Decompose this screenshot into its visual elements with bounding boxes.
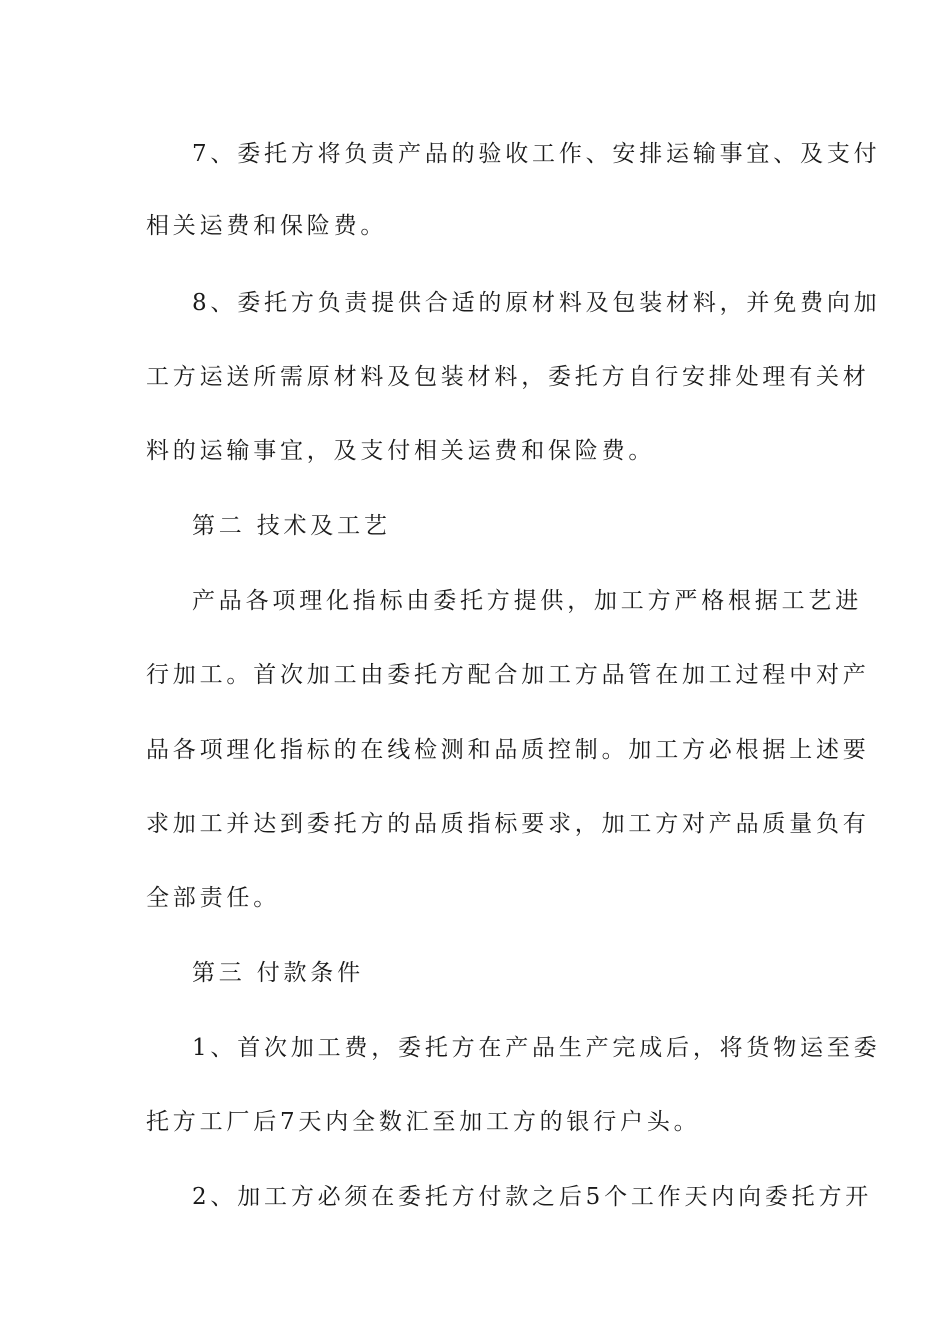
paragraph-line: 托方工厂后7天内全数汇至加工方的银行户头。 [146, 1109, 701, 1135]
section-heading: 第二 技术及工艺 [192, 513, 391, 539]
section-heading: 第三 付款条件 [192, 960, 364, 986]
paragraph-line: 2、加工方必须在委托方付款之后5个工作天内向委托方开 [192, 1184, 873, 1210]
paragraph-line: 行加工。首次加工由委托方配合加工方品管在加工过程中对产 [146, 662, 870, 688]
paragraph-line: 产品各项理化指标由委托方提供，加工方严格根据工艺进 [192, 588, 862, 614]
paragraph-line: 8、委托方负责提供合适的原材料及包装材料，并免费向加 [192, 290, 881, 316]
paragraph-line: 相关运费和保险费。 [146, 213, 388, 239]
paragraph-line: 1、首次加工费，委托方在产品生产完成后，将货物运至委 [192, 1035, 881, 1061]
paragraph-line: 品各项理化指标的在线检测和品质控制。加工方必根据上述要 [146, 737, 870, 763]
paragraph-line: 7、委托方将负责产品的验收工作、安排运输事宜、及支付 [192, 141, 881, 167]
paragraph-line: 工方运送所需原材料及包装材料，委托方自行安排处理有关材 [146, 364, 870, 390]
paragraph-line: 求加工并达到委托方的品质指标要求，加工方对产品质量负有 [146, 811, 870, 837]
paragraph-line: 全部责任。 [146, 885, 280, 911]
paragraph-line: 料的运输事宜，及支付相关运费和保险费。 [146, 438, 656, 464]
